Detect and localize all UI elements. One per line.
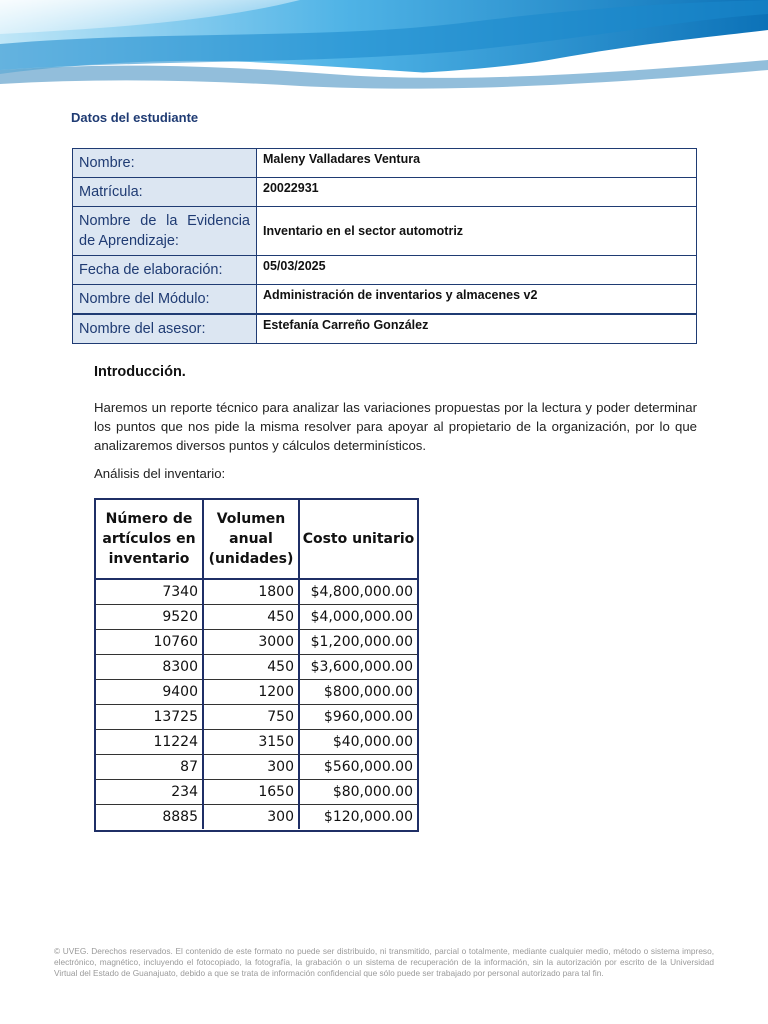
annual-volume-cell: 1650 — [203, 780, 299, 805]
column-header: Volumen anual (unidades) — [203, 500, 299, 579]
table-row — [96, 680, 417, 705]
item-count-cell: 87 — [96, 755, 203, 780]
item-count-cell: 11224 — [96, 730, 203, 755]
advisor-name-value: Estefanía Carreño González — [257, 314, 697, 344]
item-count-cell: 8885 — [96, 805, 203, 830]
table-row — [96, 705, 417, 730]
unit-cost-cell: $560,000.00 — [299, 755, 417, 780]
table-row — [96, 780, 417, 805]
inventory-header-row — [96, 500, 417, 579]
table-row — [73, 207, 697, 256]
row-label: Matrícula: — [73, 178, 257, 207]
row-label: Nombre: — [73, 149, 257, 178]
inventory-table — [96, 500, 417, 829]
section-title: Datos del estudiante — [71, 110, 199, 125]
item-count-cell: 13725 — [96, 705, 203, 730]
item-count-cell: 234 — [96, 780, 203, 805]
item-count-cell: 8300 — [96, 655, 203, 680]
table-row — [96, 605, 417, 630]
table-row — [96, 579, 417, 605]
table-row — [96, 630, 417, 655]
unit-cost-cell: $40,000.00 — [299, 730, 417, 755]
header-banner — [0, 0, 768, 96]
annual-volume-cell: 3150 — [203, 730, 299, 755]
unit-cost-cell: $80,000.00 — [299, 780, 417, 805]
unit-cost-cell: $960,000.00 — [299, 705, 417, 730]
annual-volume-cell: 450 — [203, 655, 299, 680]
row-label: Fecha de elaboración: — [73, 256, 257, 285]
intro-heading: Introducción. — [94, 364, 186, 380]
student-data-table — [72, 148, 697, 344]
module-name-value: Administración de inventarios y almacenes v2 — [257, 285, 697, 315]
unit-cost-cell: $1,200,000.00 — [299, 630, 417, 655]
evidence-name-value: Inventario en el sector automotriz — [257, 207, 697, 256]
unit-cost-cell: $4,000,000.00 — [299, 605, 417, 630]
intro-paragraph: Haremos un reporte técnico para analizar las variaciones propuestas por la lectura y poder determinar los puntos que nos pide la misma resolver para apoyar al propietario de la organización, por lo que analizaremos diversos puntos y cálculos determinísticos. — [94, 400, 697, 453]
item-count-cell: 7340 — [96, 579, 203, 605]
date-value: 05/03/2025 — [257, 256, 697, 285]
item-count-cell: 9400 — [96, 680, 203, 705]
unit-cost-cell: $3,600,000.00 — [299, 655, 417, 680]
copyright-footer: © UVEG. Derechos reservados. El contenido de este formato no puede ser distribuido, ni transmitido, parcial o totalmente, mediante cualquier medio, método o sistema impreso, electrónico, magnético, incluyendo el fotocopiado, la fotografía, la grabación o un sistema de recuperación de la información, sin la autorización por escrito de la Universidad Virtual del Estado de Guanajuato, debido a que se trata de información confidencial que sólo puede ser trabajado por personal autorizado para tal fin. — [54, 946, 714, 978]
annual-volume-cell: 1800 — [203, 579, 299, 605]
column-header: Costo unitario — [299, 500, 417, 579]
unit-cost-cell: $800,000.00 — [299, 680, 417, 705]
table-row — [96, 730, 417, 755]
annual-volume-cell: 750 — [203, 705, 299, 730]
student-name-value: Maleny Valladares Ventura — [257, 149, 697, 178]
inventory-table-frame — [94, 498, 419, 832]
inventory-body — [96, 579, 417, 829]
unit-cost-cell: $120,000.00 — [323, 809, 413, 825]
table-row — [96, 755, 417, 780]
table-row — [73, 314, 697, 344]
row-label: Nombre del Módulo: — [73, 285, 257, 315]
unit-cost-cell: $4,800,000.00 — [299, 579, 417, 605]
row-label: Nombre del asesor: — [73, 314, 257, 344]
student-id-value: 20022931 — [257, 178, 697, 207]
table-row — [73, 178, 697, 207]
annual-volume-cell: 300 — [203, 755, 299, 780]
item-count-cell: 9520 — [96, 605, 203, 630]
row-label: Nombre de la Evidencia de Aprendizaje: — [73, 207, 257, 256]
annual-volume-cell: 1200 — [203, 680, 299, 705]
table-row — [96, 805, 417, 830]
table-row — [96, 655, 417, 680]
annual-volume-cell: 3000 — [203, 630, 299, 655]
analysis-label: Análisis del inventario: — [94, 466, 226, 481]
table-row — [73, 149, 697, 178]
annual-volume-cell: 300 — [203, 805, 299, 830]
table-row — [73, 285, 697, 315]
item-count-cell: 10760 — [96, 630, 203, 655]
table-row — [73, 256, 697, 285]
annual-volume-cell: 450 — [203, 605, 299, 630]
column-header: Número de artículos en inventario — [96, 500, 203, 579]
